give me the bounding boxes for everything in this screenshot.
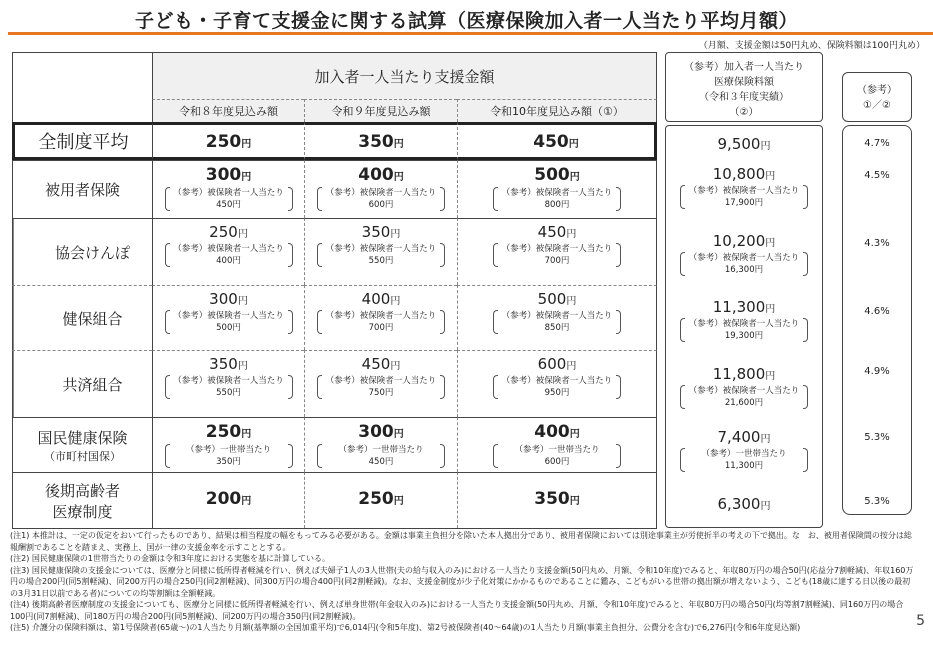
reference-amount (165, 444, 293, 468)
reference-value: 500円 (216, 323, 241, 333)
reference-value: 16,300円 (724, 265, 764, 275)
reference-amount (317, 375, 445, 399)
reference-value: 11,300円 (724, 461, 764, 471)
yen-unit: 円 (566, 229, 577, 240)
row-label-text (45, 480, 120, 522)
reference-label: （参考）被保険者一人当たり (688, 386, 800, 396)
premium-amount: 9,500円 (717, 135, 771, 153)
reference-label: （参考）被保険者一人当たり (501, 188, 613, 198)
footnote: (注4) 後期高齢者医療制度の支援金についても、医療分と同様に低所得者軽減を行い、例えば単身世帯(年金収入のみ)における一人当たり支援金額(50円丸め、月額、令和10年度)でみると、年収80万円の場合50円(均等割7割軽減)、同160万円の場合100円(同7割軽減)、同180万円の場合200円(同5割軽減)、同200万円の場合350円(同2割軽減)。 (10, 600, 904, 621)
premium-cell (665, 428, 823, 472)
support-amount: 350円 (534, 489, 580, 509)
reference-amount (317, 187, 445, 211)
premium-reference (680, 385, 808, 409)
value-cell (304, 122, 457, 160)
header-col1 (152, 99, 304, 122)
reference-label: （参考）被保険者一人当たり (501, 376, 613, 386)
row-label (12, 122, 152, 160)
yen-unit: 円 (765, 238, 776, 249)
value-cell (152, 160, 304, 218)
yen-unit: 円 (241, 139, 252, 150)
header-col3-label: 令和10年度見込み額（①） (490, 105, 624, 118)
support-amount: 350円 (209, 355, 248, 373)
footnote: (注2) 国民健康保険の1世帯当たりの金額は令和3年度における実態を基に計算している。 (10, 554, 331, 563)
row-label-text (39, 128, 129, 154)
row-label-main: 協会けんぽ (54, 243, 130, 262)
yen-unit: 円 (237, 361, 248, 372)
reference-label: （参考）被保険者一人当たり (688, 253, 800, 263)
yen-unit: 円 (390, 229, 401, 240)
header-empty (12, 52, 152, 122)
yen-unit: 円 (241, 496, 252, 507)
premium-cell (665, 165, 823, 209)
reference-label: （参考）一世帯当たり (514, 445, 600, 455)
premium-cell (665, 232, 823, 276)
ratio-header: （参考） ①／② (842, 72, 912, 122)
row-label-text (62, 374, 122, 395)
reference-value: 950円 (544, 388, 570, 398)
yen-unit: 円 (569, 172, 580, 183)
premium-amount: 10,200円 (712, 232, 776, 250)
reference-value: 450円 (216, 200, 241, 210)
reference-amount (317, 243, 445, 267)
reference-label: （参考）被保険者一人当たり (325, 376, 437, 386)
row-label (12, 417, 152, 472)
row-label-text (62, 308, 122, 329)
reference-label: （参考）被保険者一人当たり (325, 244, 437, 254)
support-amount: 200円 (205, 489, 252, 509)
yen-unit: 円 (241, 172, 252, 183)
value-cell (152, 218, 304, 285)
reference-label: （参考）被保険者一人当たり (173, 244, 284, 254)
value-cell (457, 417, 657, 472)
page-title: 子ども・子育て支援金に関する試算（医療保険加入者一人当たり平均月額） (134, 10, 798, 32)
value-cell (457, 160, 657, 218)
reference-value: 19,300円 (724, 331, 764, 341)
yen-unit: 円 (393, 496, 404, 507)
premium-amount: 10,800円 (712, 165, 776, 183)
yen-unit: 円 (765, 304, 776, 315)
support-amount: 400円 (361, 290, 401, 308)
reference-label: （参考）被保険者一人当たり (325, 311, 437, 321)
value-cell (457, 285, 657, 350)
header-col2-label: 令和９年度見込み額 (331, 105, 431, 118)
reference-label: （参考）被保険者一人当たり (501, 311, 613, 321)
support-amount: 250円 (209, 223, 248, 241)
value-cell (457, 218, 657, 285)
premium-cell (665, 365, 823, 409)
value-cell (304, 160, 457, 218)
title-divider (8, 32, 933, 35)
reference-label: （参考）一世帯当たり (338, 445, 424, 455)
yen-unit: 円 (569, 429, 580, 440)
support-amount: 300円 (358, 422, 404, 442)
header-col2 (304, 99, 457, 122)
support-amount: 350円 (361, 223, 401, 241)
reference-value: 600円 (368, 200, 394, 210)
support-amount: 250円 (358, 489, 404, 509)
reference-amount (493, 310, 621, 334)
reference-label: （参考）被保険者一人当たり (688, 186, 800, 196)
reference-label: （参考）被保険者一人当たり (501, 244, 613, 254)
header-group (152, 52, 657, 99)
premium-cell (665, 298, 823, 342)
yen-unit: 円 (765, 171, 776, 182)
value-cell (304, 218, 457, 285)
header-col1-label: 令和８年度見込み額 (179, 105, 278, 118)
reference-amount (317, 444, 445, 468)
ratio-value: 4.3% (864, 238, 890, 249)
premium-amount: 11,300円 (712, 298, 776, 316)
row-label (12, 218, 152, 285)
yen-unit: 円 (393, 429, 404, 440)
ratio-value: 4.7% (864, 138, 890, 149)
support-amount: 350円 (358, 132, 404, 152)
row-label-main: 共済組合 (62, 375, 123, 394)
reference-label: （参考）被保険者一人当たり (325, 188, 437, 198)
reference-value: 700円 (544, 256, 570, 266)
support-amount: 500円 (534, 165, 580, 185)
premium-amount: 6,300円 (717, 495, 771, 513)
reference-value: 600円 (544, 457, 570, 467)
row-label-main: 後期高齢者 (44, 481, 120, 500)
yen-unit: 円 (390, 361, 401, 372)
reference-value: 400円 (216, 256, 241, 266)
row-label-main: 全制度平均 (38, 132, 129, 153)
reference-amount (493, 375, 621, 399)
premium-reference (680, 252, 808, 276)
support-amount: 250円 (205, 132, 252, 152)
ratio-value: 5.3% (864, 496, 890, 507)
footnote: (注5) 介護分の保険料額は、第1号保険者(65歳〜)の1人当たり月額(基準額の全国加重平均)で6,014円(令和5年度)、第2号被保険者(40〜64歳)の1人当たり月額(事業主負担分、公費分を含む)で6,276円(令和6年度見込額) (10, 623, 801, 632)
premium-reference (680, 185, 808, 209)
value-cell (457, 122, 657, 160)
value-cell (457, 472, 657, 528)
reference-value: 800円 (544, 200, 570, 210)
row-label (12, 350, 152, 417)
yen-unit: 円 (568, 139, 579, 150)
ratio-value: 4.9% (864, 366, 890, 377)
yen-unit: 円 (760, 501, 771, 512)
value-cell (152, 285, 304, 350)
row-label (12, 285, 152, 350)
ratio-value: 5.3% (864, 432, 890, 443)
reference-value: 17,900円 (724, 198, 764, 208)
page-number: 5 (916, 613, 925, 629)
value-cell (152, 122, 304, 160)
support-amount: 600円 (537, 355, 577, 373)
yen-unit: 円 (566, 296, 577, 307)
value-cell (304, 417, 457, 472)
yen-unit: 円 (393, 172, 404, 183)
support-amount: 450円 (533, 132, 579, 152)
reference-label: （参考）被保険者一人当たり (173, 376, 284, 386)
yen-unit: 円 (760, 434, 771, 445)
row-label-main: 健保組合 (62, 309, 123, 328)
ratio-column (842, 125, 912, 515)
premium-amount: 7,400円 (717, 428, 771, 446)
yen-unit: 円 (241, 429, 252, 440)
ratio-value: 4.5% (864, 170, 890, 181)
value-cell (304, 472, 457, 528)
support-amount: 450円 (537, 223, 577, 241)
reference-amount (493, 187, 621, 211)
yen-unit: 円 (765, 371, 776, 382)
reference-amount (493, 444, 621, 468)
premium-reference (680, 448, 808, 472)
reference-amount (165, 310, 293, 334)
reference-value: 550円 (216, 388, 241, 398)
yen-unit: 円 (569, 496, 580, 507)
value-cell (152, 472, 304, 528)
premium-amount: 11,800円 (712, 365, 776, 383)
reference-label: （参考）被保険者一人当たり (688, 319, 800, 329)
row-label (12, 472, 152, 528)
reference-label: （参考）一世帯当たり (701, 449, 787, 459)
header-col3 (457, 99, 657, 122)
value-cell (152, 417, 304, 472)
row-label (12, 160, 152, 218)
reference-amount (165, 243, 293, 267)
row-label-main: 被用者保険 (44, 181, 120, 199)
reference-label: （参考）一世帯当たり (185, 445, 271, 455)
table-bottom-border (12, 528, 657, 529)
yen-unit: 円 (393, 139, 404, 150)
premium-cell (665, 135, 823, 153)
value-cell (304, 350, 457, 417)
support-amount: 500円 (537, 290, 577, 308)
reference-amount (165, 187, 293, 211)
support-amount-table (12, 52, 657, 528)
value-cell (304, 285, 457, 350)
value-cell (152, 350, 304, 417)
row-label-text (55, 242, 130, 263)
row-label-main: 国民健康保険 (37, 428, 128, 447)
yen-unit: 円 (566, 361, 577, 372)
row-label-text (45, 179, 120, 200)
reference-label: （参考）被保険者一人当たり (173, 311, 284, 321)
reference-amount (493, 243, 621, 267)
premium-reference (680, 318, 808, 342)
reference-value: 700円 (368, 323, 394, 333)
ratio-value: 4.6% (864, 306, 890, 317)
yen-unit: 円 (237, 229, 248, 240)
reference-value: 850円 (544, 323, 570, 333)
reference-value: 21,600円 (724, 398, 764, 408)
reference-amount (317, 310, 445, 334)
row-label-text (37, 427, 127, 464)
reference-value: 750円 (368, 388, 394, 398)
unit-note: （月額、支援金額は50円丸め、保険料額は100円丸め） (698, 41, 925, 51)
support-amount: 450円 (361, 355, 401, 373)
yen-unit: 円 (760, 141, 771, 152)
row-label-sub: （市町村国保） (43, 449, 121, 463)
reference-label: （参考）被保険者一人当たり (173, 188, 284, 198)
reference-value: 550円 (368, 256, 394, 266)
yen-unit: 円 (390, 296, 401, 307)
reference-value: 450円 (368, 457, 394, 467)
reference-value: 350円 (216, 457, 241, 467)
premium-cell (665, 495, 823, 513)
reference-amount (165, 375, 293, 399)
support-amount: 250円 (205, 422, 252, 442)
footnote: (注1) 本推計は、一定の仮定をおいて行ったものであり、結果は相当程度の幅をもってみる必要がある。金額は事業主負担分を除いた本人拠出分であり、被用者保険においては別途事業主が労使折半の考えの下で拠出。な お、被用者保険間の按分は総報酬割であることを踏まえ、実務上、国が一律の支援金率を示すこととする。 (10, 531, 912, 552)
yen-unit: 円 (237, 296, 248, 307)
footnote: (注3) 国民健康保険の支援金については、医療分と同様に低所得者軽減を行い、例えば夫婦子1人の3人世帯(夫の給与収入のみ)における一人当たり支援金額(50円丸め、月額、令和10年度)でみると、年収80万円の場合50円(応益分7割軽減)、年収160万円の場合200円(同5割軽減)、同200万円の場合250円(同2割軽減)、同300万円の場合400円(同2割軽減)。なお、支援金制度が少子化対策にかかるものであることに鑑み、こどもがいる世帯の拠出額が増えないよう、こども(18歳に達する日以後の最初の3月31日以前である者)についての均等割額は全額軽減。 (10, 565, 914, 598)
support-amount: 300円 (205, 165, 252, 185)
support-amount: 400円 (358, 165, 404, 185)
row-label-line2: 医療制度 (52, 502, 113, 521)
header-group-label: 加入者一人当たり支援金額 (314, 67, 495, 86)
support-amount: 400円 (534, 422, 580, 442)
support-amount: 300円 (209, 290, 248, 308)
premium-header: （参考）加入者一人当たり 医療保険料額 （令和３年度実績） （②） (665, 52, 823, 122)
footnotes (10, 530, 915, 634)
value-cell (457, 350, 657, 417)
